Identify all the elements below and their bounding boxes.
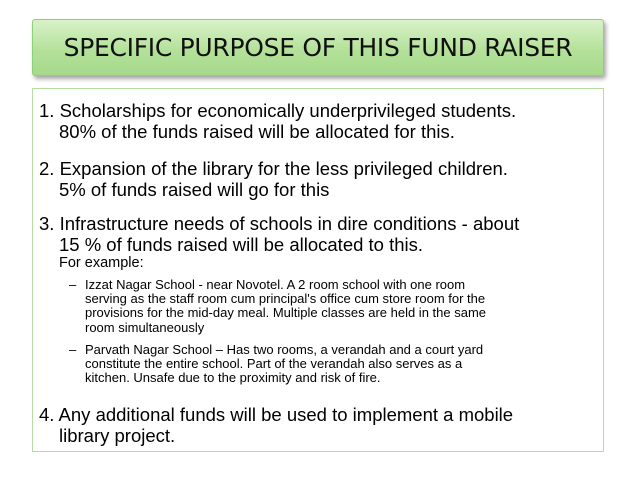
sub-item-2-line-1: Parvath Nagar School – Has two rooms, a verandah and a court yard [85,342,484,357]
slide-title: SPECIFIC PURPOSE OF THIS FUND RAISER [63,33,573,62]
list-item-3-line-1: 3. Infrastructure needs of schools in dire conditions - about [39,213,520,234]
sub-item-izzat-nagar [69,278,486,335]
list-item-3 [39,213,519,255]
sub-item-1-line-4: room simultaneously [85,319,205,335]
sub-item-1-line-1: Izzat Nagar School - near Novotel. A 2 room school with one room [85,277,466,292]
dash-bullet: – [69,342,77,357]
sub-item-parvath-nagar [69,343,483,386]
list-item-2 [39,158,508,200]
list-item-3-line-2: 15 % of funds raised will be allocated to this. [59,234,424,255]
title-box [32,19,604,76]
list-item-2-line-1: 2. Expansion of the library for the less privileged children. [39,158,508,179]
list-item-1-line-1: 1. Scholarships for economically underprivileged students. [39,100,517,121]
sub-item-2-line-2: constitute the entire school. Part of the verandah also serves as a [85,356,463,372]
example-intro: For example: [59,255,144,271]
content-box [32,88,604,452]
list-item-2-line-2: 5% of funds raised will go for this [59,179,330,200]
sub-item-1-line-2: serving as the staff room cum principal's office cum store room for the [85,291,486,307]
list-item-4-line-2: library project. [59,425,176,446]
sub-item-1-line-3: provisions for the mid-day meal. Multiple classes are held in the same [85,305,487,321]
list-item-4-line-1: 4. Any additional funds will be used to implement a mobile [39,404,514,425]
dash-bullet: – [69,277,77,292]
list-item-1 [39,100,516,142]
list-item-4 [39,404,513,446]
sub-item-2-line-3: kitchen. Unsafe due to the proximity and risk of fire. [85,370,381,386]
list-item-1-line-2: 80% of the funds raised will be allocated for this. [59,121,455,142]
